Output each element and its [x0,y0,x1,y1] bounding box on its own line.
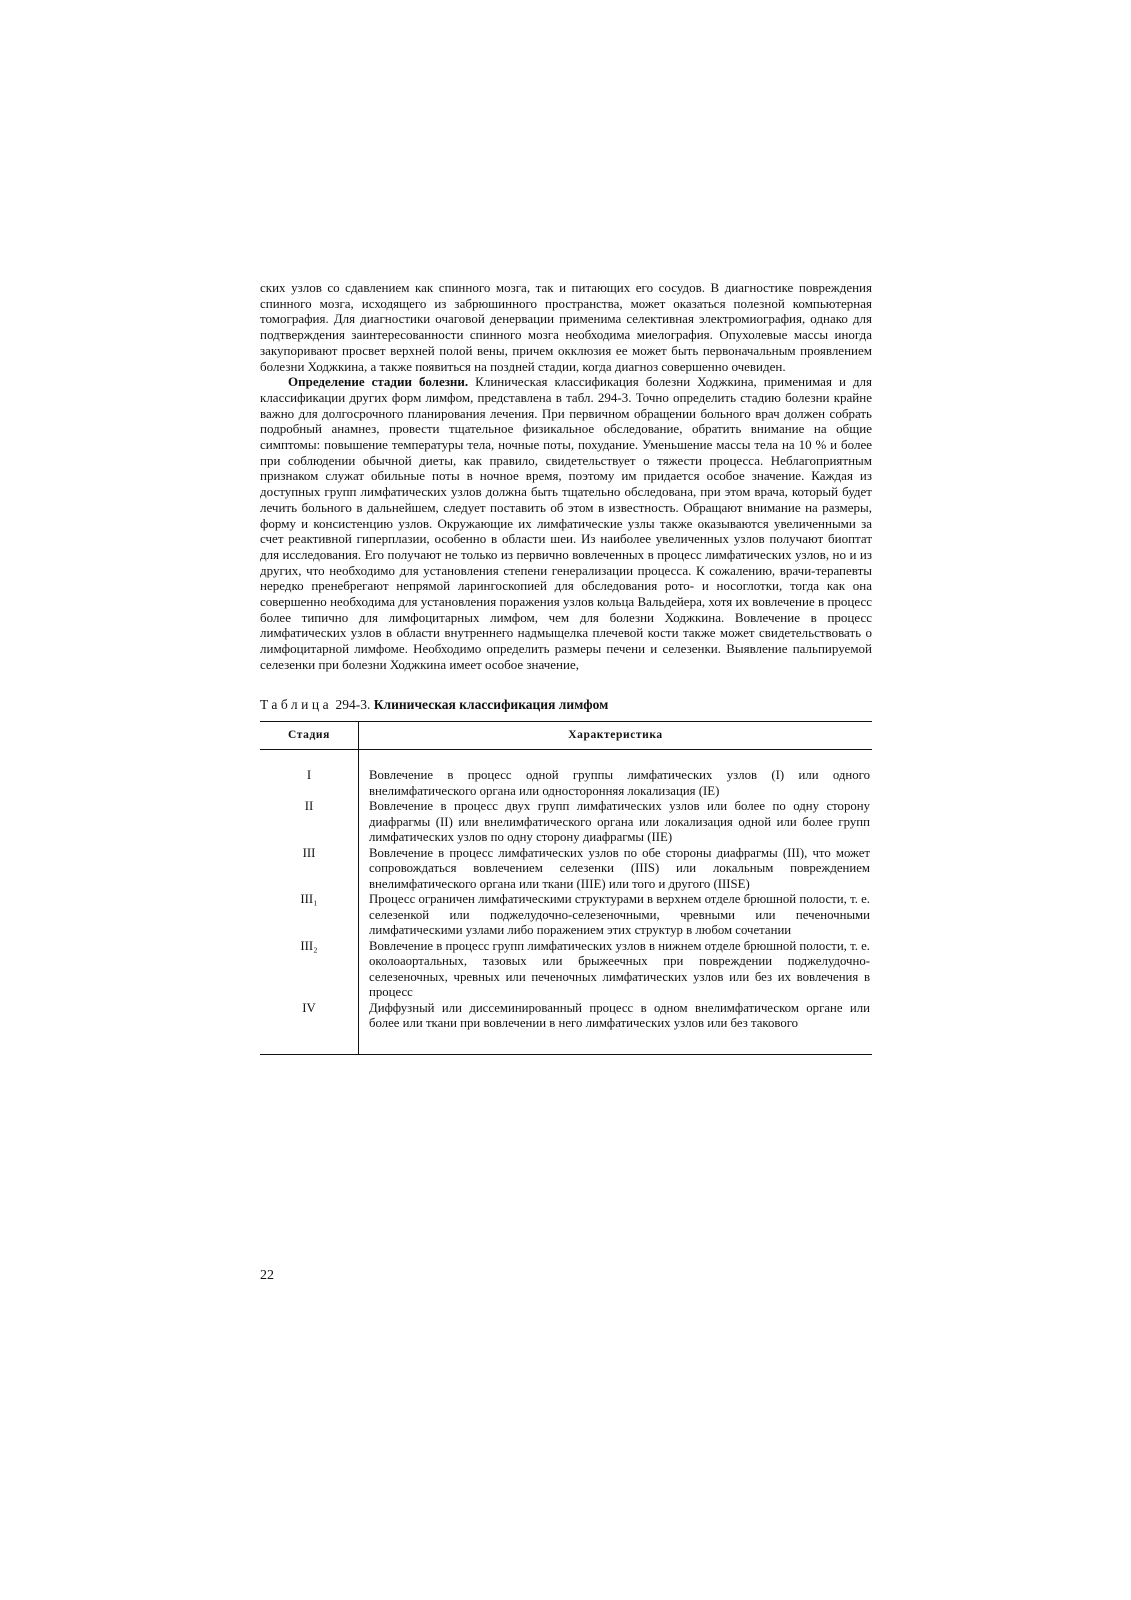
stage-cell: III [260,846,359,893]
table-header-row [260,721,872,750]
paragraph-2-text: Клиническая классификация болезни Ходжкина, применимая и для классификации других форм лимфом, представлена в табл. 294-3. Точно определить стадию болезни крайне важно для долгосрочного планирования лечения. При первичном обращении больного врач должен собрать подробный анамнез, провести тщательное физикальное обследование, обратить внимание на общие симптомы: повышение температуры тела, ночные поты, похудание. Уменьшение массы тела на 10 % и более при соблюдении обычной диеты, как правило, свидетельствует о тяжести процесса. Неблагоприятным признаком служат обильные поты в ночное время, поэтому им придается особое значение. Каждая из доступных групп лимфатических узлов должна быть тщательно обследована, при этом врача, который будет лечить больного в дальнейшем, следует поставить об этом в известность. Обращают внимание на размеры, форму и консистенцию узлов. Окружающие их лимфатические узлы также оказываются увеличенными за счет реактивной гиперплазии, особенно в области шеи. Из наиболее увеличенных узлов получают биоптат для исследования. Его получают не только из первично вовлеченных в процесс лимфатических узлов, но и из других, что необходимо для установления степени генерализации процесса. К сожалению, врачи-терапевты нередко пренебрегают непрямой ларингоскопией для обследования рото- и носоглотки, тогда как она совершенно необходима для установления поражения узлов кольца Вальдейера, хотя их вовлечение в процесс более типично для лимфоцитарных лимфом, чем для болезни Ходжкина. Вовлечение в процесс лимфатических узлов в области внутреннего надмыщелка плечевой кости также может свидетельствовать о лимфоцитарной лимфоме. Необходимо определить размеры печени и селезенки. Выявление пальпируемой селезенки при болезни Ходжкина имеет особое значение, [260,374,873,672]
header-description: Характеристика [359,721,873,750]
stage-cell: III₁ [260,892,359,939]
table-row [260,892,872,939]
header-stage: Стадия [260,721,359,750]
table-row [260,939,872,1001]
stage-cell: III₂ [260,939,359,1001]
stage-cell: II [260,799,359,846]
stage-cell: IV [260,1001,359,1055]
classification-table [260,721,872,1055]
description-cell: Процесс ограничен лимфатическими структурами в верхнем отделе брюшной полости, т. е. селезенкой или поджелудочно-селезеночными, чревными или печеночными лимфатическими узлами либо поражением этих структур в любом сочетании [369,892,870,938]
page-number: 22 [260,1268,274,1283]
stage-cell: I [260,750,359,800]
description-cell: Вовлечение в процесс двух групп лимфатических узлов или более по одну сторону диафрагмы (II) или внелимфатического органа или локализация одной или более групп лимфатических узлов по одну сторону диафрагмы (IIE) [369,799,870,845]
table-row [260,1001,872,1055]
page-content [260,280,872,1055]
table-caption-title: Клиническая классификация лимфом [373,696,609,712]
paragraph-2 [260,374,872,672]
description-cell: Вовлечение в процесс одной группы лимфатических узлов (I) или одного внелимфатического органа или односторонняя локализация (IE) [369,768,870,798]
table-row [260,799,872,846]
table-row [260,846,872,893]
table-row [260,750,872,800]
description-cell: Вовлечение в процесс лимфатических узлов по обе стороны диафрагмы (III), что может сопровождаться вовлечением селезенки (IIIS) или локальным повреждением внелимфатического органа или ткани (IIIE) или того и другого (IIISE) [369,845,870,891]
table-caption [260,697,872,713]
section-heading: Определение стадии болезни. [288,374,469,390]
description-cell: Вовлечение в процесс групп лимфатических узлов в нижнем отделе брюшной полости, т. е. околоаортальных, тазовых или брыжеечных при повреждении поджелудочно-селезеночных, чревных или печеночных лимфатических узлов или без их вовлечения в процесс [369,938,870,1000]
description-cell: Диффузный или диссеминированный процесс в одном внелимфатическом органе или более или ткани при вовлечении в него лимфатических узлов или без такового [359,1001,873,1055]
table-caption-prefix: Таблица [260,696,333,712]
table-caption-number: 294-3. [332,696,374,712]
paragraph-1: ских узлов со сдавлением как спинного мозга, так и питающих его сосудов. В диагностике повреждения спинного мозга, исходящего из забрюшинного пространства, может оказаться полезной компьютерная томография. Для диагностики очаговой денервации применима селективная электромиография, однако для подтверждения заинтересованности спинного мозга необходима миелография. Опухолевые массы иногда закупоривают просвет верхней полой вены, причем окклюзия ее может быть первоначальным проявлением болезни Ходжкина, а также появиться на поздней стадии, когда диагноз совершенно очевиден. [260,280,872,374]
